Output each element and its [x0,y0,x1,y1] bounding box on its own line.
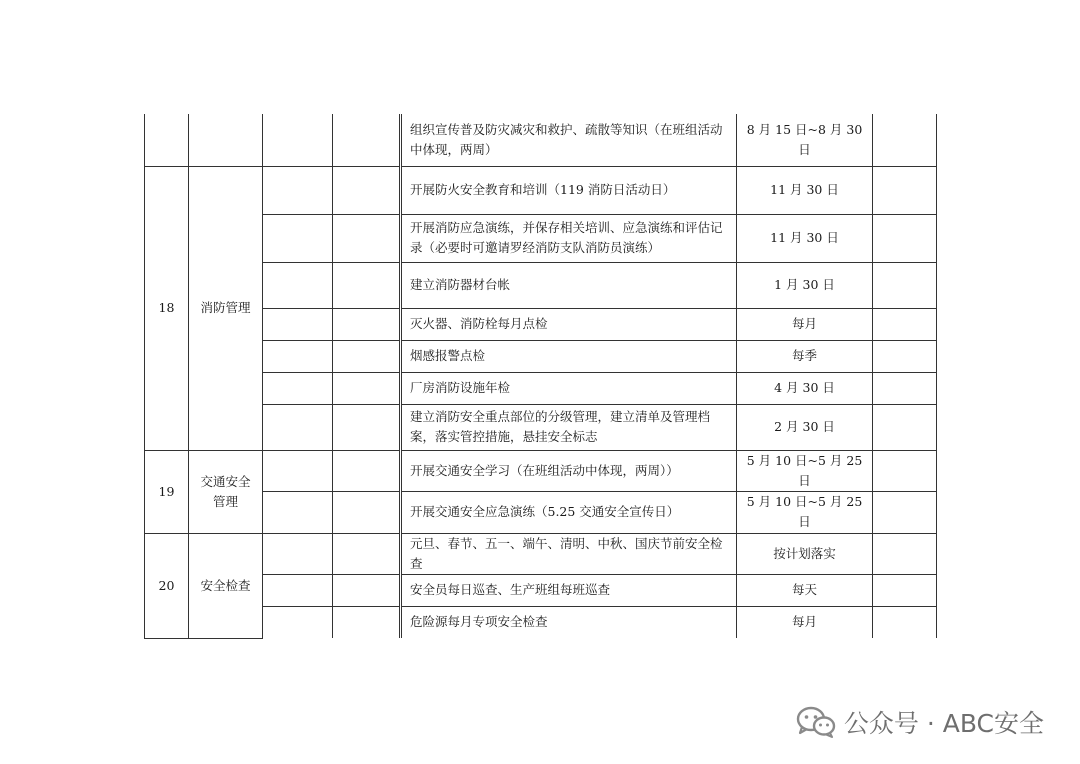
table-row [145,533,937,574]
watermark-text: 公众号 · ABC安全 [843,709,1044,738]
time-cell: 每季 [737,340,873,372]
wechat-icon [796,706,836,738]
task-cell: 元旦、春节、五一、端午、清明、中秋、国庆节前安全检查 [401,533,737,574]
time-cell: 8 月 15 日~8 月 30 日 [737,114,873,166]
empty-cell [333,262,401,308]
empty-cell [333,166,401,214]
group-number: 19 [145,450,189,533]
table-row [145,214,937,262]
remark-cell [873,533,937,574]
empty-cell [263,214,333,262]
empty-cell [333,606,401,638]
num-cell [145,114,189,166]
table-row [145,404,937,450]
group-category: 消防管理 [189,166,263,450]
task-cell: 开展交通安全应急演练（5.25 交通安全宣传日） [401,491,737,533]
table-row [145,262,937,308]
task-cell: 灭火器、消防栓每月点检 [401,308,737,340]
empty-cell [333,114,401,166]
task-cell: 危险源每月专项安全检查 [401,606,737,638]
remark-cell [873,340,937,372]
time-cell: 每天 [737,574,873,606]
remark-cell [873,166,937,214]
task-cell: 烟感报警点检 [401,340,737,372]
table-row [145,340,937,372]
empty-cell [333,340,401,372]
table-row [145,308,937,340]
table-row [145,114,937,166]
group-number: 18 [145,166,189,450]
group-category: 安全检查 [189,533,263,638]
table-row [145,491,937,533]
task-cell: 开展交通安全学习（在班组活动中体现，两周）） [401,450,737,491]
empty-cell [263,166,333,214]
group-category: 交通安全管理 [189,450,263,533]
empty-cell [263,114,333,166]
empty-cell [333,372,401,404]
time-cell: 5 月 10 日~5 月 25 日 [737,491,873,533]
time-cell: 每月 [737,606,873,638]
time-cell: 每月 [737,308,873,340]
task-cell: 厂房消防设施年检 [401,372,737,404]
watermark [796,704,1044,740]
task-cell: 安全员每日巡查、生产班组每班巡查 [401,574,737,606]
empty-cell [263,308,333,340]
table-row [145,574,937,606]
empty-cell [333,574,401,606]
remark-cell [873,262,937,308]
empty-cell [333,404,401,450]
task-cell: 组织宣传普及防灾减灾和救护、疏散等知识（在班组活动中体现，两周） [401,114,737,166]
empty-cell [263,404,333,450]
empty-cell [263,606,333,638]
empty-cell [333,450,401,491]
remark-cell [873,606,937,638]
empty-cell [333,491,401,533]
empty-cell [263,340,333,372]
empty-cell [263,450,333,491]
remark-cell [873,450,937,491]
task-cell: 建立消防安全重点部位的分级管理，建立清单及管理档案，落实管控措施，悬挂安全标志 [401,404,737,450]
task-cell: 建立消防器材台帐 [401,262,737,308]
remark-cell [873,308,937,340]
task-cell: 开展防火安全教育和培训（119 消防日活动日） [401,166,737,214]
time-cell: 5 月 10 日~5 月 25 日 [737,450,873,491]
table-row [145,372,937,404]
table-row [145,166,937,214]
time-cell: 4 月 30 日 [737,372,873,404]
group-number: 20 [145,533,189,638]
empty-cell [333,533,401,574]
task-cell: 开展消防应急演练，并保存相关培训、应急演练和评估记录（必要时可邀请罗经消防支队消防员演练） [401,214,737,262]
empty-cell [263,372,333,404]
table-row [145,450,937,491]
time-cell: 11 月 30 日 [737,214,873,262]
category-cell [189,114,263,166]
empty-cell [263,262,333,308]
remark-cell [873,214,937,262]
time-cell: 11 月 30 日 [737,166,873,214]
remark-cell [873,114,937,166]
time-cell: 按计划落实 [737,533,873,574]
remark-cell [873,491,937,533]
empty-cell [263,574,333,606]
safety-plan-table [144,114,937,639]
empty-cell [263,533,333,574]
time-cell: 2 月 30 日 [737,404,873,450]
empty-cell [333,308,401,340]
remark-cell [873,404,937,450]
empty-cell [333,214,401,262]
remark-cell [873,372,937,404]
remark-cell [873,574,937,606]
empty-cell [263,491,333,533]
time-cell: 1 月 30 日 [737,262,873,308]
table-row [145,606,937,638]
